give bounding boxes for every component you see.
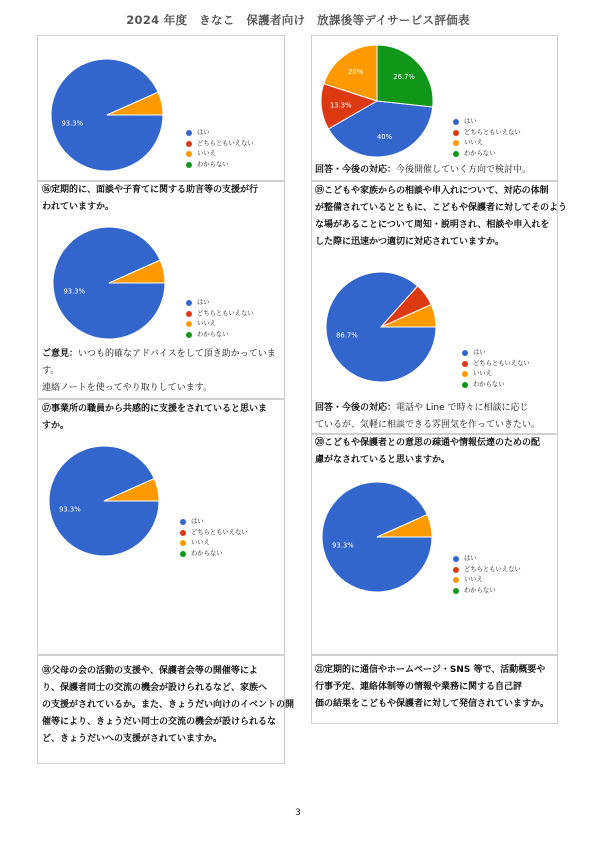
legend-item xyxy=(453,575,521,586)
legend-label: いいえ xyxy=(464,576,483,584)
legend-item xyxy=(453,565,521,576)
pie-data-label: 93.3% xyxy=(61,119,84,128)
question-17: ⑰事業所の職員から共感的に支援をされていると思いま すか。 xyxy=(42,404,268,431)
question-20: ⑳こどもや保護者との意思の疎通や情報伝達のための配 慮がなされていると思いますか。 xyxy=(315,438,541,465)
legend-label: わからない xyxy=(197,330,229,338)
legend-label: いいえ xyxy=(473,370,492,378)
legend-swatch xyxy=(453,556,459,562)
legend-label: どちらともいえない xyxy=(464,565,521,573)
legend-swatch xyxy=(453,567,459,573)
legend-swatch xyxy=(453,577,459,583)
legend-label: はい xyxy=(191,518,204,525)
legend-label: わからない xyxy=(464,586,496,594)
page-number: 3 xyxy=(295,808,301,818)
legend-label: いいえ xyxy=(191,539,210,547)
question-18: ⑱父母の会の活動の支援や、保護者会等の開催等によ り、保護者同士の交流の機会が設けられるなど、家族へ の支援がされているか。また、きょうだい向けのイベントの開 催等により、きょうだい同士の交流の機会が設けられるな ど、きょうだいへの支援がされていますか。 xyxy=(42,666,295,744)
legend-label: わからない xyxy=(473,380,505,388)
pie-data-label: 93.3% xyxy=(59,505,81,514)
legend-item xyxy=(453,554,521,565)
legend-label: わからない xyxy=(464,149,496,157)
legend-label: わからない xyxy=(197,160,229,168)
answer-19: 回答・今後の対応：電話や Line で時々に相談に応じ ているが、気軽に相談できる雰囲気を作っていきたい。 xyxy=(315,403,541,430)
pie-data-label: 20% xyxy=(348,68,364,77)
legend-label: どちらともいえない xyxy=(197,309,254,317)
pie-data-label: 86.7% xyxy=(336,331,358,340)
legend-swatch xyxy=(453,588,459,594)
legend-label: はい xyxy=(464,555,477,562)
question-21: ㉑定期的に通信やホームページ・SNS 等で、活動概要や 行事予定、連絡体制等の情報や業務に関する自己評 価の結果をこどもや保護者に対して発信されていますか。 xyxy=(315,665,550,709)
pie-data-label: 93.3% xyxy=(63,287,86,296)
pie-data-label: 93.3% xyxy=(332,541,354,550)
legend-label: はい xyxy=(473,349,486,356)
legend-label: どちらともいえない xyxy=(464,128,521,136)
legend-label: はい xyxy=(464,118,477,125)
legend-label: どちらともいえない xyxy=(197,139,254,147)
question-16: ⑯定期的に、面談や子育てに関する助言等の支援が行 われていますか。 xyxy=(42,185,259,212)
opinion-16: ご意見：いつも的確なアドバイスをして頂き助かっていま す。 連絡ノートを使ってやり取りしています。 xyxy=(42,349,276,393)
legend-label: はい xyxy=(197,299,210,306)
page-title: 2024 年度 きなこ 保護者向け 放課後等デイサービス評価表 xyxy=(126,13,470,27)
legend-6 xyxy=(453,554,521,596)
legend-label: いいえ xyxy=(197,320,216,328)
legend-item xyxy=(453,586,521,597)
legend-label: わからない xyxy=(191,549,223,557)
pie-data-label: 40% xyxy=(376,133,393,142)
pie-data-label: 26.7% xyxy=(393,73,415,82)
answer-18: 回答・今後の対応：今後開催していく方向で検討中。 xyxy=(315,165,532,175)
question-19: ⑲こどもや家族からの相談や申入れについて、対応の体制 が整備されているとともに、こどもや保護者に対してそのよう な場があることについて周知・説明され、相談や申入れを した際に迅速かつ適切に対応されていますか。 xyxy=(315,186,568,247)
legend-label: どちらともいえない xyxy=(473,359,530,367)
legend-label: いいえ xyxy=(197,150,216,158)
legend-label: どちらともいえない xyxy=(191,528,248,536)
legend-label: いいえ xyxy=(464,139,483,147)
pie-data-label: 13.3% xyxy=(329,101,352,110)
legend-label: はい xyxy=(197,129,210,136)
